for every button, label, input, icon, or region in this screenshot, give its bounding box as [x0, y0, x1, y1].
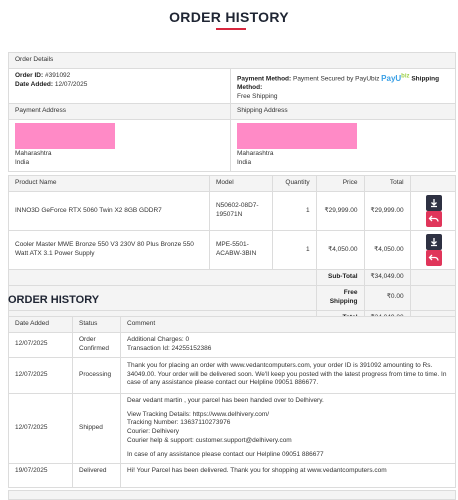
product-name: INNO3D GeForce RTX 5060 Twin X2 8GB GDDR7: [9, 192, 210, 231]
return-icon: [426, 250, 442, 266]
payment-country: India: [15, 158, 30, 166]
reorder-icon: [426, 234, 442, 250]
history-row: [9, 393, 456, 463]
product-price: ₹4,050.00: [316, 231, 364, 270]
order-id-value: #391092: [44, 72, 71, 79]
order-id-label: Order ID:: [15, 72, 44, 79]
product-name: Cooler Master MWE Bronze 550 V3 230V 80 Plus Bronze 550 Watt ATX 3.1 Power Supply: [9, 231, 210, 270]
col-model: Model: [209, 176, 272, 192]
payment-method-value: Payment Secured by PayUbiz: [292, 75, 380, 83]
col-product-name: Product Name: [9, 176, 210, 192]
return-button[interactable]: [426, 211, 442, 227]
reorder-icon: [426, 195, 442, 211]
shipping-address-header: Shipping Address: [231, 104, 456, 120]
history-table: [8, 316, 456, 488]
history-row: [9, 357, 456, 393]
product-actions: [410, 192, 455, 231]
return-button[interactable]: [426, 250, 442, 266]
history-status: Order Confirmed: [73, 333, 121, 358]
subtotal-row: [9, 270, 456, 286]
payment-method-label: Payment Method:: [237, 75, 292, 83]
history-comment: Dear vedant martin , your parcel has been handed over to Delhivery. View Tracking Details: https://www.delhivery.com/ Tracking Number: 13637110273976 Courier: Delhivery Courier help & support: customer.support@delhivery.com In case of any assistance please contact our Helpline 09051 886677: [121, 393, 456, 463]
history-title: ORDER HISTORY: [8, 294, 100, 306]
history-row: [9, 333, 456, 358]
product-total: ₹29,999.00: [364, 192, 410, 231]
order-details-table: [8, 52, 456, 106]
col-status: Status: [73, 317, 121, 333]
payment-address-header: Payment Address: [9, 104, 231, 120]
product-total: ₹4,050.00: [364, 231, 410, 270]
history-status: Delivered: [73, 463, 121, 487]
col-comment: Comment: [121, 317, 456, 333]
title-underline: [216, 28, 246, 30]
subtotal-label: Sub-Total: [316, 270, 364, 286]
shipping-method-label: Shipping Method:: [237, 75, 440, 92]
shipping-method-value: Free Shipping: [237, 93, 278, 101]
shipping-address-cell: [231, 120, 456, 172]
payment-info-cell: [231, 69, 456, 106]
redacted-block: [15, 123, 115, 149]
product-actions: [410, 231, 455, 270]
date-added-value: 12/07/2025: [54, 80, 88, 88]
order-details-header: Order Details: [9, 53, 456, 69]
history-comment: Thank you for placing an order with www.vedantcomputers.com, your order ID is 391092 amounting to Rs. 34049.00. Your order will be delivered soon. We'll keep you posted with the latest progress from time to time. In case of any assistance please contact our Helpline 09051 886677.: [121, 357, 456, 393]
col-total: Total: [364, 176, 410, 192]
col-actions: [410, 176, 455, 192]
reorder-button[interactable]: [426, 234, 442, 250]
page-title: ORDER HISTORY: [169, 9, 289, 25]
history-date: 19/07/2025: [9, 463, 73, 487]
payu-logo: PayU$^{biz}$: [381, 73, 410, 83]
product-quantity: 1: [272, 231, 316, 270]
history-status: Processing: [73, 357, 121, 393]
col-price: Price: [316, 176, 364, 192]
product-row: [9, 231, 456, 270]
subtotal-value: ₹34,049.00: [364, 270, 410, 286]
product-row: [9, 192, 456, 231]
return-icon: [426, 211, 442, 227]
date-added-label: Date Added:: [15, 80, 54, 88]
history-date: 12/07/2025: [9, 333, 73, 358]
col-date-added: Date Added: [9, 317, 73, 333]
shipping-total-label: Free Shipping: [316, 286, 364, 311]
shipping-total-value: ₹0.00: [364, 286, 410, 311]
product-price: ₹29,999.00: [316, 192, 364, 231]
order-info-cell: [9, 69, 231, 106]
address-table: [8, 103, 456, 172]
history-comment: Hi! Your Parcel has been delivered. Thank you for shopping at www.vedantcomputers.com: [121, 463, 456, 487]
product-model: N50602-08D7-195071N: [209, 192, 272, 231]
history-date: 12/07/2025: [9, 357, 73, 393]
history-comment: Additional Charges: 0 Transaction Id: 24255152386: [121, 333, 456, 358]
history-status: Shipped: [73, 393, 121, 463]
history-row: [9, 463, 456, 487]
product-quantity: 1: [272, 192, 316, 231]
product-model: MPE-5501-ACABW-3BIN: [209, 231, 272, 270]
shipping-state: Maharashtra: [237, 150, 274, 157]
redacted-block: [237, 123, 357, 149]
col-quantity: Quantity: [272, 176, 316, 192]
reorder-button[interactable]: [426, 195, 442, 211]
history-date: 12/07/2025: [9, 393, 73, 463]
payment-address-cell: [9, 120, 231, 172]
next-section-edge: [8, 490, 456, 500]
shipping-country: India: [237, 158, 252, 166]
payment-state: Maharashtra: [15, 150, 52, 157]
